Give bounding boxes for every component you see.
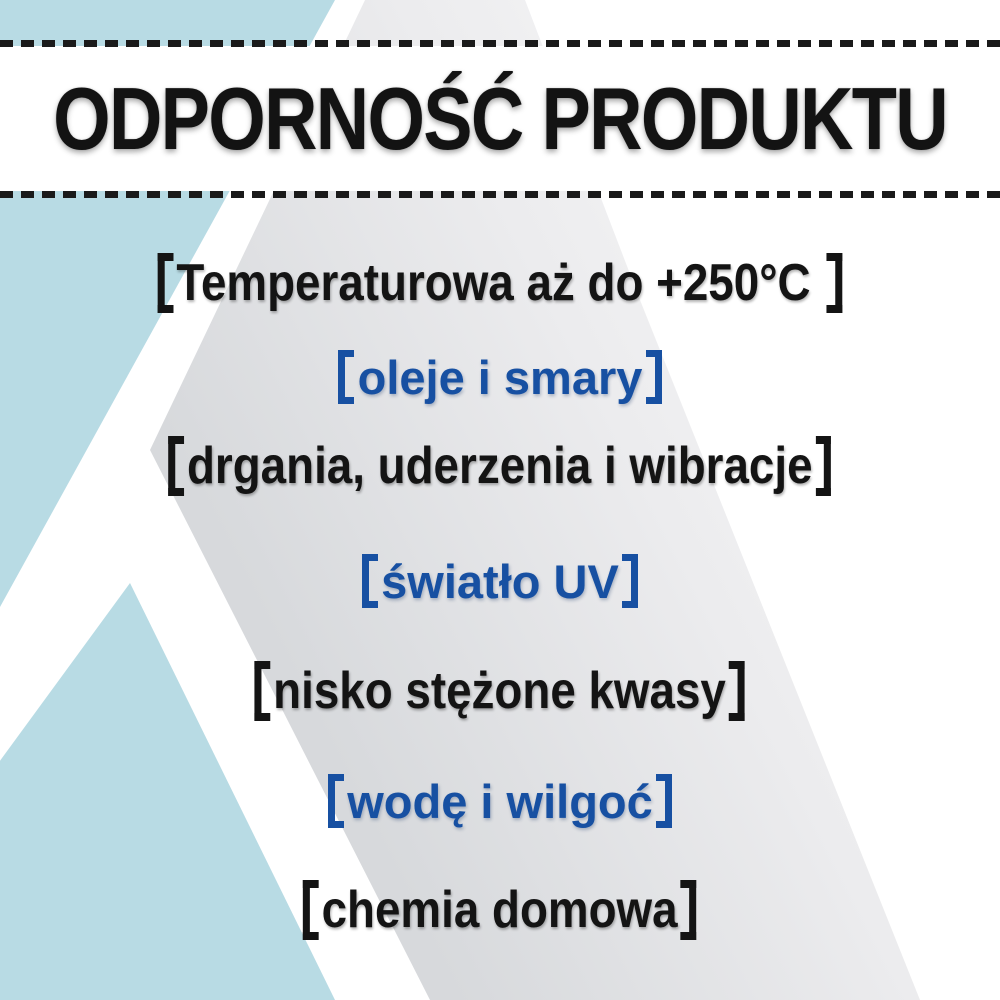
resistance-item-label: chemia domowa [321,881,679,939]
resistance-item-label: światło UV [381,554,619,608]
bracket-close-icon [622,554,638,608]
bracket-open-icon [338,350,354,404]
title-band [0,46,1000,191]
resistance-item-label: oleje i smary [357,350,643,404]
bracket-close-icon [656,774,672,828]
page-title: ODPORNOŚĆ PRODUKTU [53,68,947,168]
resistance-item-water [0,765,1000,837]
dashed-divider-top [0,40,1000,47]
resistance-item-uv-light [0,545,1000,617]
bracket-open-icon [362,554,378,608]
resistance-item-oils [0,341,1000,413]
dashed-divider-bottom [0,191,1000,198]
bracket-open-icon [168,436,184,495]
resistance-item-chemicals [0,874,1000,946]
resistance-item-label: nisko stężone kwasy [273,662,727,720]
bracket-open-icon [255,661,271,720]
bracket-open-icon [328,774,344,828]
resistance-item-acids [0,655,1000,727]
bracket-close-icon [681,880,697,939]
resistance-item-label: wodę i wilgoć [347,774,653,828]
resistance-item-label: drgania, uderzenia i wibracje [187,437,813,495]
bracket-open-icon [303,880,319,939]
bracket-close-icon [816,436,832,495]
resistance-item-vibrations [0,430,1000,502]
bracket-close-icon [646,350,662,404]
resistance-item-temperature [0,247,1000,319]
resistance-item-label: Temperaturowa aż do +250°C [176,254,824,312]
bracket-open-icon [158,253,174,312]
bracket-close-icon [730,661,746,720]
bracket-close-icon [827,253,843,312]
